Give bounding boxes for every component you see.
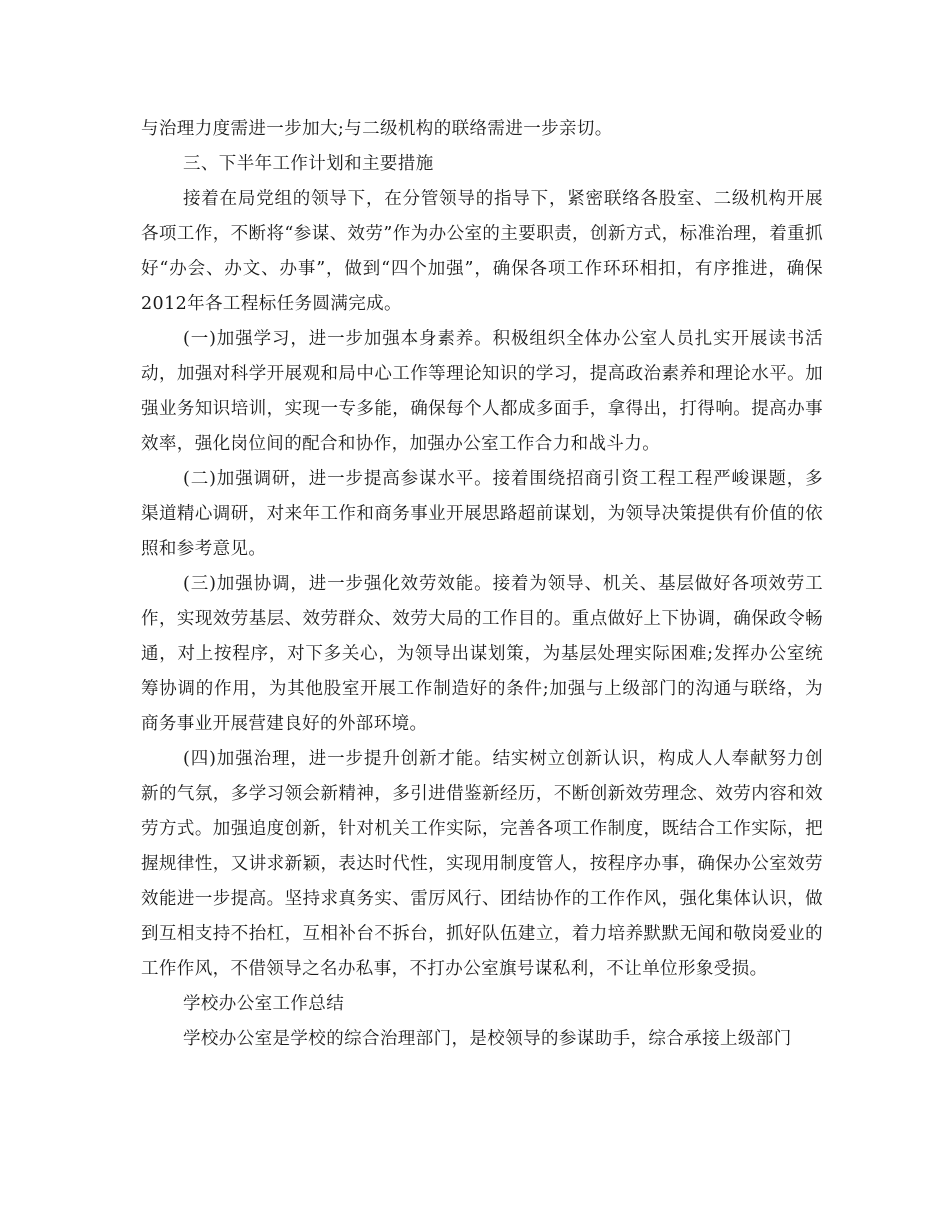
paragraph-item-3: (三)加强协调，进一步强化效劳效能。接着为领导、机关、基层做好各项效劳工作，实现效劳基层、效劳群众、效劳大局的工作目的。重点做好上下协调，确保政令畅通，对上按程序，对下多关心，为领导出谋划策，为基层处理实际困难;发挥办公室统筹协调的作用，为其他股室开展工作制造好的条件;加强与上级部门的沟通与联络，为商务事业开展营建良好的外部环境。 bbox=[141, 574, 823, 734]
paragraph-item-4: (四)加强治理，进一步提升创新才能。结实树立创新认识，构成人人奉献努力创新的气氛，多学习领会新精神，多引进借鉴新经历，不断创新效劳理念、效劳内容和效劳方式。加强追度创新，针对机关工作实际，完善各项工作制度，既结合工作实际，把握规律性，又讲求新颖，表达时代性，实现用制度管人，按程序办事，确保办公室效劳效能进一步提高。坚持求真务实、雷厉风行、团结协作的工作作风，强化集体认识，做到互相支持不抬杠，互相补台不拆台，抓好队伍建立，着力培养默默无闻和敬岗爱业的工作作风，不借领导之名办私事，不打办公室旗号谋私利，不让单位形象受损。 bbox=[141, 749, 823, 979]
document-body bbox=[141, 112, 823, 1057]
paragraph-item-2: (二)加强调研，进一步提高参谋水平。接着围绕招商引资工程工程严峻课题，多渠道精心调研，对来年工作和商务事业开展思路超前谋划，为领导决策提供有价值的依照和参考意见。 bbox=[141, 469, 823, 559]
paragraph-school-office: 学校办公室是学校的综合治理部门，是校领导的参谋助手，综合承接上级部门 bbox=[183, 1029, 792, 1049]
paragraph-intro: 接着在局党组的领导下，在分管领导的指导下，紧密联络各股室、二级机构开展各项工作，不断将“参谋、效劳”作为办公室的主要职责，创新方式，标准治理，着重抓好“办会、办文、办事”，做到“四个加强”，确保各项工作环环相扣，有序推进，确保2012年各工程标任务圆满完成。 bbox=[141, 189, 823, 314]
section-heading-plans: 三、下半年工作计划和主要措施 bbox=[183, 154, 434, 174]
paragraph-item-1: (一)加强学习，进一步加强本身素养。积极组织全体办公室人员扎实开展读书活动，加强对科学开展观和局中心工作等理论知识的学习，提高政治素养和理论水平。加强业务知识培训，实现一专多能，确保每个人都成多面手，拿得出，打得响。提高办事效率，强化岗位间的配合和协作，加强办公室工作合力和战斗力。 bbox=[141, 329, 823, 454]
paragraph-continuation: 与治理力度需进一步加大;与二级机构的联络需进一步亲切。 bbox=[141, 119, 613, 139]
section-heading-school-office: 学校办公室工作总结 bbox=[183, 994, 345, 1014]
